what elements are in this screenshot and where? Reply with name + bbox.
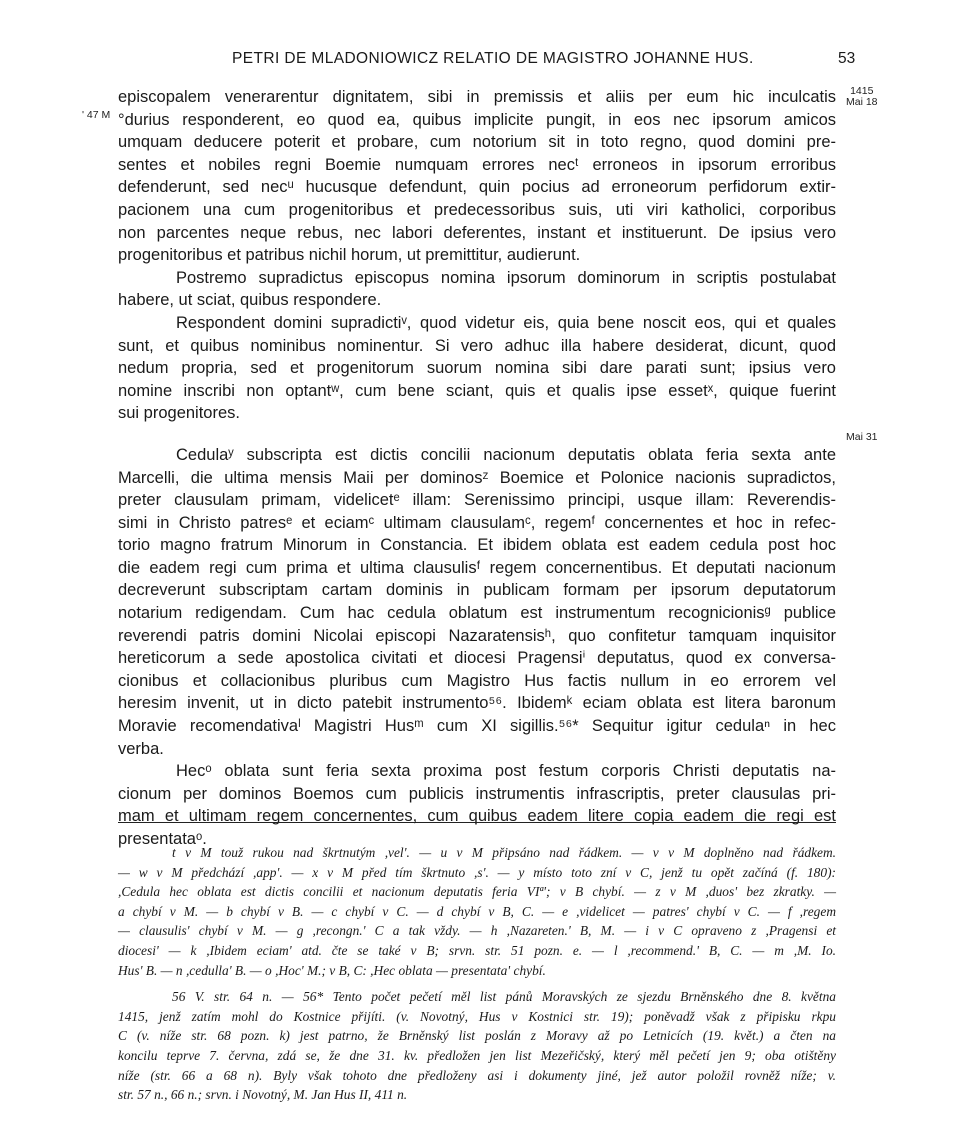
body-line: preter clausulam primam, videlicetᵉ illam: Serenissimo principi, usque illam: Reverendis- xyxy=(118,491,836,510)
body-line: nomine inscribi non optantʷ, cum bene sciant, quis et qualis ipse essetˣ, quique fuerint xyxy=(118,381,836,400)
footnote-line: str. 57 n., 66 n.; srvn. i Novotný, M. Jan Hus II, 411 n. xyxy=(118,1087,408,1103)
body-line: cionum per dominos Boemos cum publicis instrumentis infrascriptis, preter clausulas pri- xyxy=(118,784,836,803)
paragraph-gap xyxy=(118,425,836,444)
body-line: Hecᵒ oblata sunt feria sexta proxima post festum corporis Christi deputatis na- xyxy=(176,762,836,781)
body-line: die eadem regi cum prima et ultima clausulisᶠ regem concernentibus. Et deputati nacionum xyxy=(118,558,836,577)
body-line: non parcentes neque rebus, nec labori deferentes, instant et instituerunt. De ipsius vero xyxy=(118,223,836,242)
footnote-line: Hus' B. — n ,cedulla' B. — o ,Hoc' M.; v B, C: ,Hec oblata — presentata' chybí. xyxy=(118,962,546,978)
footnote-divider xyxy=(118,822,836,823)
margin-note-date-mid: Mai 31 xyxy=(846,431,878,443)
footnote-line: a chybí v M. — b chybí v B. — c chybí v C. — d chybí v B, C. — e ,videlicet — patres' chybí v C. — f ,regem xyxy=(118,903,836,919)
body-line: sentes et nobiles regni Boemie numquam errores necᵗ erroneos in ipsorum erroribus xyxy=(118,155,836,174)
footnote-line: diocesi' — k ,Ibidem eciam' atd. čte se také v B; srvn. str. 51 pozn. e. — l ,recommend.' B, C. — m ,M. Io. xyxy=(118,942,836,958)
running-title: PETRI DE MLADONIOWICZ RELATIO DE MAGISTRO JOHANNE HUS. xyxy=(232,50,754,67)
footnote-line: — w v M předchází ,app'. — x v M před tím škrtnuto ,s'. — y místo toto zní v C, jenž tu opět začíná (f. 180): xyxy=(118,864,836,880)
body-line: verba. xyxy=(118,739,164,758)
footnotes xyxy=(118,843,836,1105)
footnote-line: C (v. níže str. 68 pozn. k) jest patrno, že Brněnský list poslán z Moravy až po Letnicích (19. květ.) a čten na xyxy=(118,1028,836,1044)
body-line: Postremo supradictus episcopus nomina ipsorum dominorum in scriptis postulabat xyxy=(176,268,836,287)
body-line: cionibus et collacionibus pluribus cum Magistro Hus factis nullum in eo errorem vel xyxy=(118,671,836,690)
footnote-line: koncilu teprve 7. června, zdá se, že dne 31. kv. předložen jen list Mezeřičský, který měl pečetí jen 9; oba otištěny xyxy=(118,1047,836,1063)
body-line: habere, ut sciat, quibus respondere. xyxy=(118,291,382,310)
footnote-line: níže (str. 66 a 68 n). Byly však tohoto dne předloženy asi i dokumenty jiné, jež autor položil rovněž níže; v. xyxy=(118,1067,836,1083)
body-line: Cedulaʸ subscripta est dictis concilii nacionum deputatis oblata feria sexta ante xyxy=(176,445,836,464)
footnote-line: 56 V. str. 64 n. — 56* Tento počet pečetí měl list pánů Moravských ze sjezdu Brněnského dne 8. května xyxy=(172,989,836,1005)
body-line: episcopalem venerarentur dignitatem, sibi in premissis et aliis per eum hic inculcatis xyxy=(118,88,836,106)
margin-date-top: Mai 18 xyxy=(846,96,878,108)
footnote-line: 1415, jenž zatím mohl do Kostnice přijíti. (v. Novotný, Hus v Kostnici str. 19); poněvadž však z připisku rkpu xyxy=(118,1008,836,1024)
body-line: Marcelli, die ultima mensis Maii per dominosᶻ Boemice et Polonice nacionis supradictos, xyxy=(118,468,836,487)
body-line: °durius responderent, eo quod ea, quibus implicite pungit, in eos nec ipsorum amicos xyxy=(118,110,836,129)
page-number: 53 xyxy=(838,50,856,67)
body-line: presentataᵒ. xyxy=(118,830,207,848)
body-line: heresim invenit, ut in dicto patebit instrumento⁵⁶. Ibidemᵏ eciam oblata est litera baronum xyxy=(118,694,836,713)
margin-year: 1415 xyxy=(850,85,874,97)
body-line: sui progenitores. xyxy=(118,404,240,423)
body-line: mam et ultimam regem concernentes, cum quibus eadem litere copia eadem die regi est xyxy=(118,807,836,826)
margin-note-year xyxy=(846,86,878,108)
body-line: sunt, et quibus nominibus nominentur. Si vero adhuc illa habere desiderat, dicunt, quod xyxy=(118,336,836,355)
body-line: hereticorum a sede apostolica civitati et diocesi Pragensiⁱ deputatus, quod ex conversa- xyxy=(118,649,836,668)
body-line: defenderunt, sed necᵘ hucusque defendunt, quin pocius ad erroneorum perfidorum extir- xyxy=(118,178,836,197)
body-line: decreverunt subscriptam cartam dominis in publicam formam per ipsorum deputatorum xyxy=(118,581,836,600)
footnote-line: — clausulis' chybí v M. — g ,recongn.' C a tak vždy. — h ,Nazareten.' B, M. — i v C opraveno z ,Pragensi et xyxy=(118,923,836,939)
body-line: torio magno fratrum Minorum in Constancia. Et ibidem oblata est eadem cedula post hoc xyxy=(118,536,836,555)
body-line: notarium redigendam. Cum hac cedula oblatum est instrumentum recognicionisᵍ publice xyxy=(118,604,836,623)
margin-note-left-marker: ' 47 M xyxy=(82,109,111,121)
footnote-line: ,Cedula hec oblata est dictis concilii et nacionum deputatis feria VIª'; v B chybí. — z v M ,duos' bez zkratky. — xyxy=(118,884,836,900)
body-line: umquam deducere poterit et probare, cum notorium sit in toto regno, quod domini pre- xyxy=(118,133,836,152)
body-text xyxy=(118,86,836,851)
body-line: Moravie recomendativaˡ Magistri Husᵐ cum XI sigillis.⁵⁶* Sequitur igitur cedulaⁿ in hec xyxy=(118,717,836,736)
body-line: reverendi patris domini Nicolai episcopi Nazaratensisʰ, quo confitetur tamquam inquisitor xyxy=(118,626,836,645)
body-line: Respondent domini supradictiᵛ, quod videtur eis, quia bene noscit eos, qui et quales xyxy=(176,313,836,332)
footnote-line: t v M touž rukou nad škrtnutým ,vel'. — u v M připsáno nad řádkem. — v v M doplněno nad řádkem. xyxy=(172,845,836,860)
body-line: simi in Christo patresᵉ et eciamᶜ ultimam clausulamᶜ, regemᶠ concernentes et hoc in refec- xyxy=(118,513,836,532)
body-line: nedum propria, sed et progenitorum suorum nomina sibi dare parati sunt; ipsius vero xyxy=(118,359,836,378)
footnote-gap xyxy=(118,980,836,987)
body-line: progenitoribus et patribus nichil horum, ut premittitur, audierunt. xyxy=(118,246,581,265)
body-line: pacionem una cum progenitoribus et predecessoribus suis, uti viri katholici, corporibus xyxy=(118,200,836,219)
